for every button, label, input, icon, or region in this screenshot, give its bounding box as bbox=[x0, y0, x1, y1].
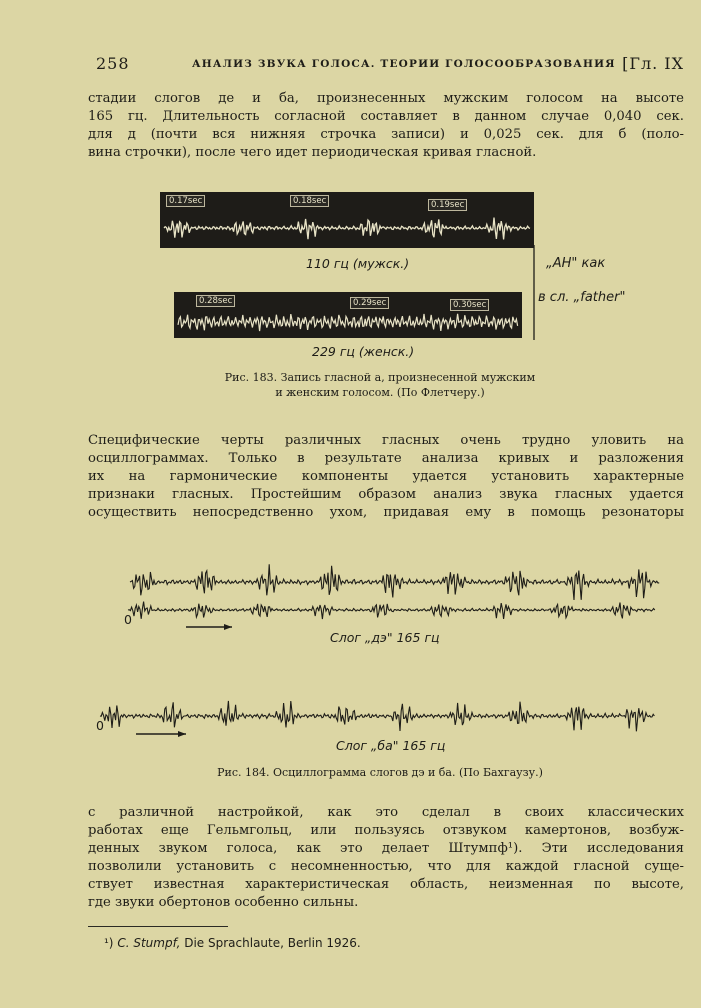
text-line: осциллограммах. Только в результате анализа кривых и разложения bbox=[88, 451, 684, 466]
oscillogram-ba bbox=[100, 701, 654, 731]
label-male: 110 гц (мужск.) bbox=[306, 256, 410, 271]
zero-label: 0 bbox=[96, 718, 104, 733]
page-number: 258 bbox=[96, 54, 130, 73]
text-line: 165 гц. Длительность согласной составляет в данном случае 0,040 сек. bbox=[88, 109, 684, 124]
time-stamp: 0.29sec bbox=[350, 297, 389, 309]
text-line: работах еще Гельмгольц, или пользуясь отзвуком камертонов, возбуж- bbox=[88, 823, 684, 838]
zero-label: 0 bbox=[124, 612, 132, 627]
time-stamp: 0.18sec bbox=[290, 195, 329, 207]
text-line: позволили установить с несомненностью, что для каждой гласной суще- bbox=[88, 859, 684, 874]
label-ba: Слог „ба" 165 гц bbox=[336, 738, 446, 753]
time-arrow-de-head bbox=[224, 624, 232, 630]
oscillogram-trace-male bbox=[164, 218, 530, 240]
text-line: ствует известная характеристическая область, неизменная по высоте, bbox=[88, 877, 684, 892]
caption-line: Рис. 184. Осциллограмма слогов дэ и ба. (По Бахгаузу.) bbox=[217, 766, 543, 779]
text-line: осуществить непосредственно ухом, придавая ему в помощь резонаторы bbox=[88, 505, 684, 520]
text-line: вина строчки), после чего идет периодическая кривая гласной. bbox=[88, 145, 537, 160]
chapter-marker: [Гл. IX bbox=[622, 54, 684, 73]
oscillogram-de-lower bbox=[128, 602, 655, 619]
text-line: для д (почти вся нижняя строчка записи) и 0,025 сек. для б (поло- bbox=[88, 127, 684, 142]
side-label-father: в сл. „father" bbox=[538, 290, 626, 305]
oscillogram-de-upper bbox=[130, 564, 659, 600]
time-stamp: 0.28sec bbox=[196, 295, 235, 307]
time-stamp: 0.19sec bbox=[428, 199, 467, 211]
footnote-marker: ¹) bbox=[104, 936, 114, 950]
label-female: 229 гц (женск.) bbox=[312, 344, 415, 359]
text-line: их на гармонические компоненты удается установить характерные bbox=[88, 469, 684, 484]
caption-line: Рис. 183. Запись гласной а, произнесенной мужским bbox=[224, 371, 536, 384]
caption-line: и женским голосом. (По Флетчеру.) bbox=[275, 386, 485, 399]
time-stamp: 0.17sec bbox=[166, 195, 205, 207]
text-line: с различной настройкой, как это сделал в своих классических bbox=[88, 805, 684, 820]
time-arrow-ba-head bbox=[178, 731, 186, 737]
time-stamp: 0.30sec bbox=[450, 299, 489, 311]
side-label-ah: „АН" как bbox=[546, 256, 606, 271]
footnote-text: Die Sprachlaute, Berlin 1926. bbox=[184, 936, 361, 950]
text-line: где звуки обертонов особенно сильны. bbox=[88, 895, 359, 910]
text-line: признаки гласных. Простейшим образом анализ звука гласных удается bbox=[88, 487, 684, 502]
text-line: Специфические черты различных гласных очень трудно уловить на bbox=[88, 433, 684, 448]
running-title: АНАЛИЗ ЗВУКА ГОЛОСА. ТЕОРИИ ГОЛОСООБРАЗОВАНИЯ bbox=[192, 58, 616, 70]
footnote-author: C. Stumpf, bbox=[117, 936, 181, 950]
oscillogram-trace-female bbox=[178, 314, 518, 331]
label-de: Слог „дэ" 165 гц bbox=[330, 630, 440, 645]
text-line: стадии слогов де и ба, произнесенных мужским голосом на высоте bbox=[88, 91, 684, 106]
text-line: денных звуком голоса, как это делает Штумпф¹). Эти исследования bbox=[88, 841, 684, 856]
